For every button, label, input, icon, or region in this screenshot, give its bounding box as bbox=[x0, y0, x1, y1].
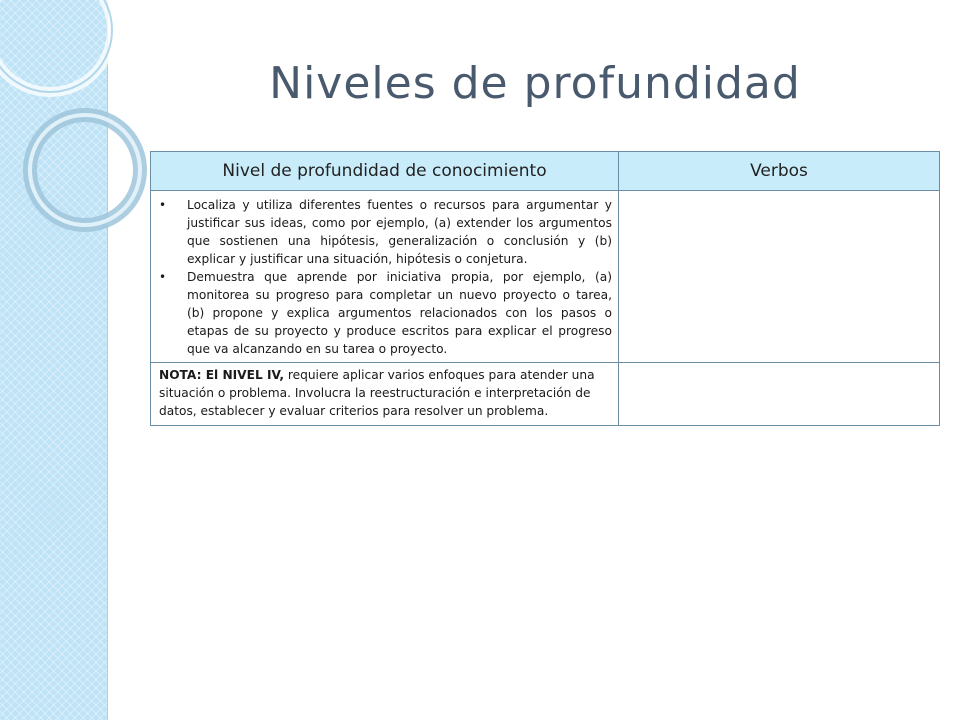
list-item-text: Localiza y utiliza diferentes fuentes o recursos para argumentar y justificar sus ideas, como por ejemplo, (a) extender los argumentos que sostienen una hipótesis, generalización o conclusión y (b) explicar y justificar una situación, hipótesis o conjetura. bbox=[187, 198, 612, 266]
note-cell bbox=[151, 363, 619, 426]
note-paragraph bbox=[151, 363, 618, 425]
table-row bbox=[151, 363, 940, 426]
note-text: requiere aplicar varios enfoques para atender una situación o problema. Involucra la reestructuración e interpretación de datos, establecer y evaluar criterios para resolver un problema. bbox=[159, 368, 595, 418]
verbs-cell bbox=[619, 363, 940, 426]
note-label: NOTA: El NIVEL IV, bbox=[159, 368, 284, 382]
list-item-text: Demuestra que aprende por iniciativa propia, por ejemplo, (a) monitorea su progreso para completar un nuevo proyecto o tarea, (b) propone y explica argumentos relacionados con los pasos o etapas de su proyecto y produce escritos para explicar el progreso que va alcanzando en su tarea o proyecto. bbox=[187, 270, 612, 356]
list-item bbox=[159, 196, 612, 268]
header-verbs: Verbos bbox=[619, 152, 940, 191]
table-header-row bbox=[151, 152, 940, 191]
decorative-rings-icon bbox=[0, 0, 140, 260]
verbs-cell bbox=[619, 191, 940, 363]
description-list bbox=[151, 191, 618, 362]
header-level: Nivel de profundidad de conocimiento bbox=[151, 152, 619, 191]
bullet-icon: • bbox=[159, 198, 167, 212]
list-item bbox=[159, 268, 612, 358]
page-title: Niveles de profundidad bbox=[269, 58, 801, 109]
level-description-cell bbox=[151, 191, 619, 363]
table-row bbox=[151, 191, 940, 363]
bullet-icon: • bbox=[159, 270, 167, 284]
depth-levels-table bbox=[150, 151, 940, 426]
